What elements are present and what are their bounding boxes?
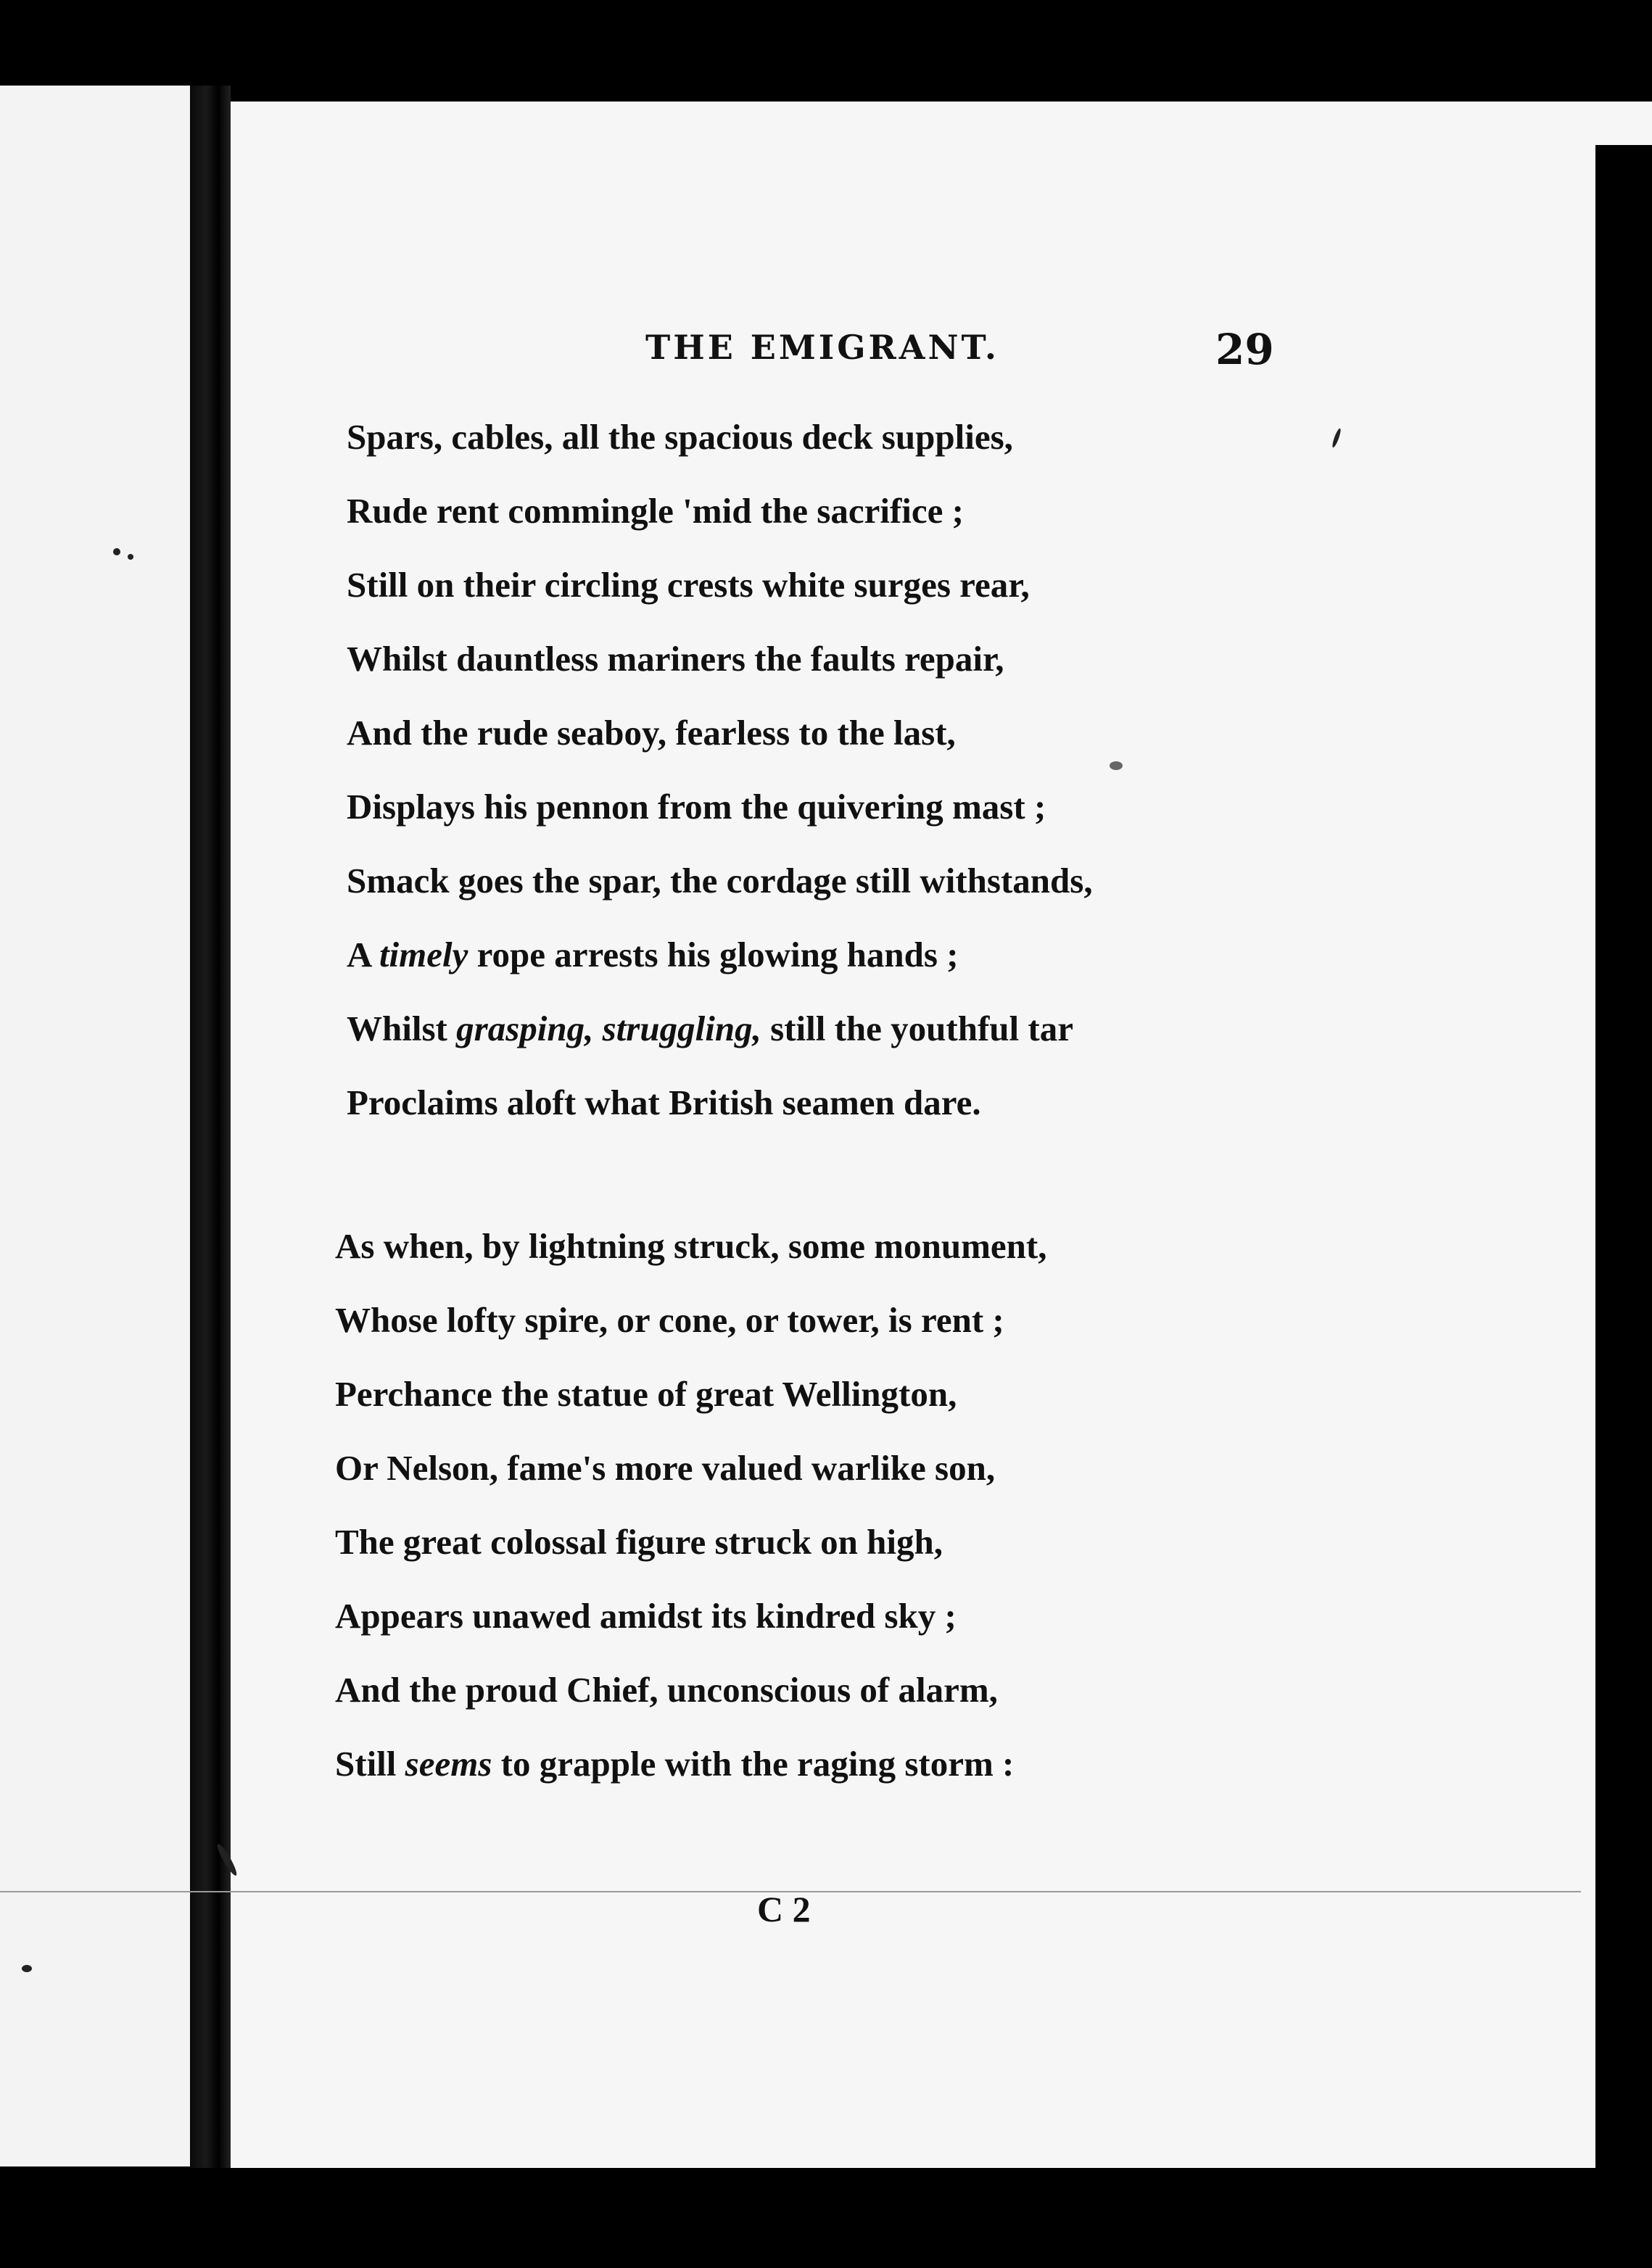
italic-word: timely bbox=[379, 935, 468, 974]
italic-word: grasping, struggling, bbox=[456, 1009, 761, 1048]
verse-line: Rude rent commingle 'mid the sacrifice ; bbox=[347, 491, 964, 531]
verse-line: Or Nelson, fame's more valued warlike son, bbox=[335, 1448, 996, 1488]
signature-mark: C 2 bbox=[757, 1889, 811, 1929]
book-gutter bbox=[190, 86, 231, 2181]
verse-line: Displays his pennon from the quivering mast ; bbox=[347, 787, 1046, 827]
verse-line: Spars, cables, all the spacious deck supplies, bbox=[347, 417, 1013, 457]
verse-line: Still seems to grapple with the raging storm : bbox=[335, 1744, 1015, 1784]
verse-line: As when, by lightning struck, some monument, bbox=[335, 1226, 1047, 1266]
verse-line: And the proud Chief, unconscious of alarm, bbox=[335, 1670, 998, 1710]
verse-line: Whose lofty spire, or cone, or tower, is rent ; bbox=[335, 1300, 1004, 1340]
edge-shadow bbox=[1595, 145, 1652, 2268]
verse-line: Perchance the statue of great Wellington, bbox=[335, 1374, 957, 1414]
running-head: THE EMIGRANT. bbox=[645, 328, 999, 367]
verse-line: And the rude seaboy, fearless to the last, bbox=[347, 713, 956, 753]
verse-line: Appears unawed amidst its kindred sky ; bbox=[335, 1596, 957, 1636]
scan-speck bbox=[22, 1965, 32, 1972]
verse-line: Smack goes the spar, the cordage still withstands, bbox=[347, 861, 1093, 901]
verse-line: A timely rope arrests his glowing hands ; bbox=[347, 935, 959, 974]
verse-line: Whilst dauntless mariners the faults repair, bbox=[347, 639, 1004, 679]
verse-line: Still on their circling crests white surges rear, bbox=[347, 565, 1030, 605]
stanza bbox=[347, 400, 1093, 1140]
scan-speck bbox=[113, 548, 120, 555]
scan-speck bbox=[1110, 761, 1123, 770]
bottom-shadow bbox=[0, 2168, 1652, 2268]
verse-line: Proclaims aloft what British seamen dare. bbox=[347, 1083, 981, 1122]
page-number: 29 bbox=[1215, 325, 1274, 374]
verse-line: The great colossal figure struck on high, bbox=[335, 1522, 943, 1562]
verse-line: Whilst grasping, struggling, still the youthful tar bbox=[347, 1009, 1073, 1048]
scan-speck bbox=[128, 554, 133, 560]
stanza bbox=[335, 1209, 1046, 1801]
italic-word: seems bbox=[405, 1744, 492, 1784]
left-page bbox=[0, 86, 190, 2166]
